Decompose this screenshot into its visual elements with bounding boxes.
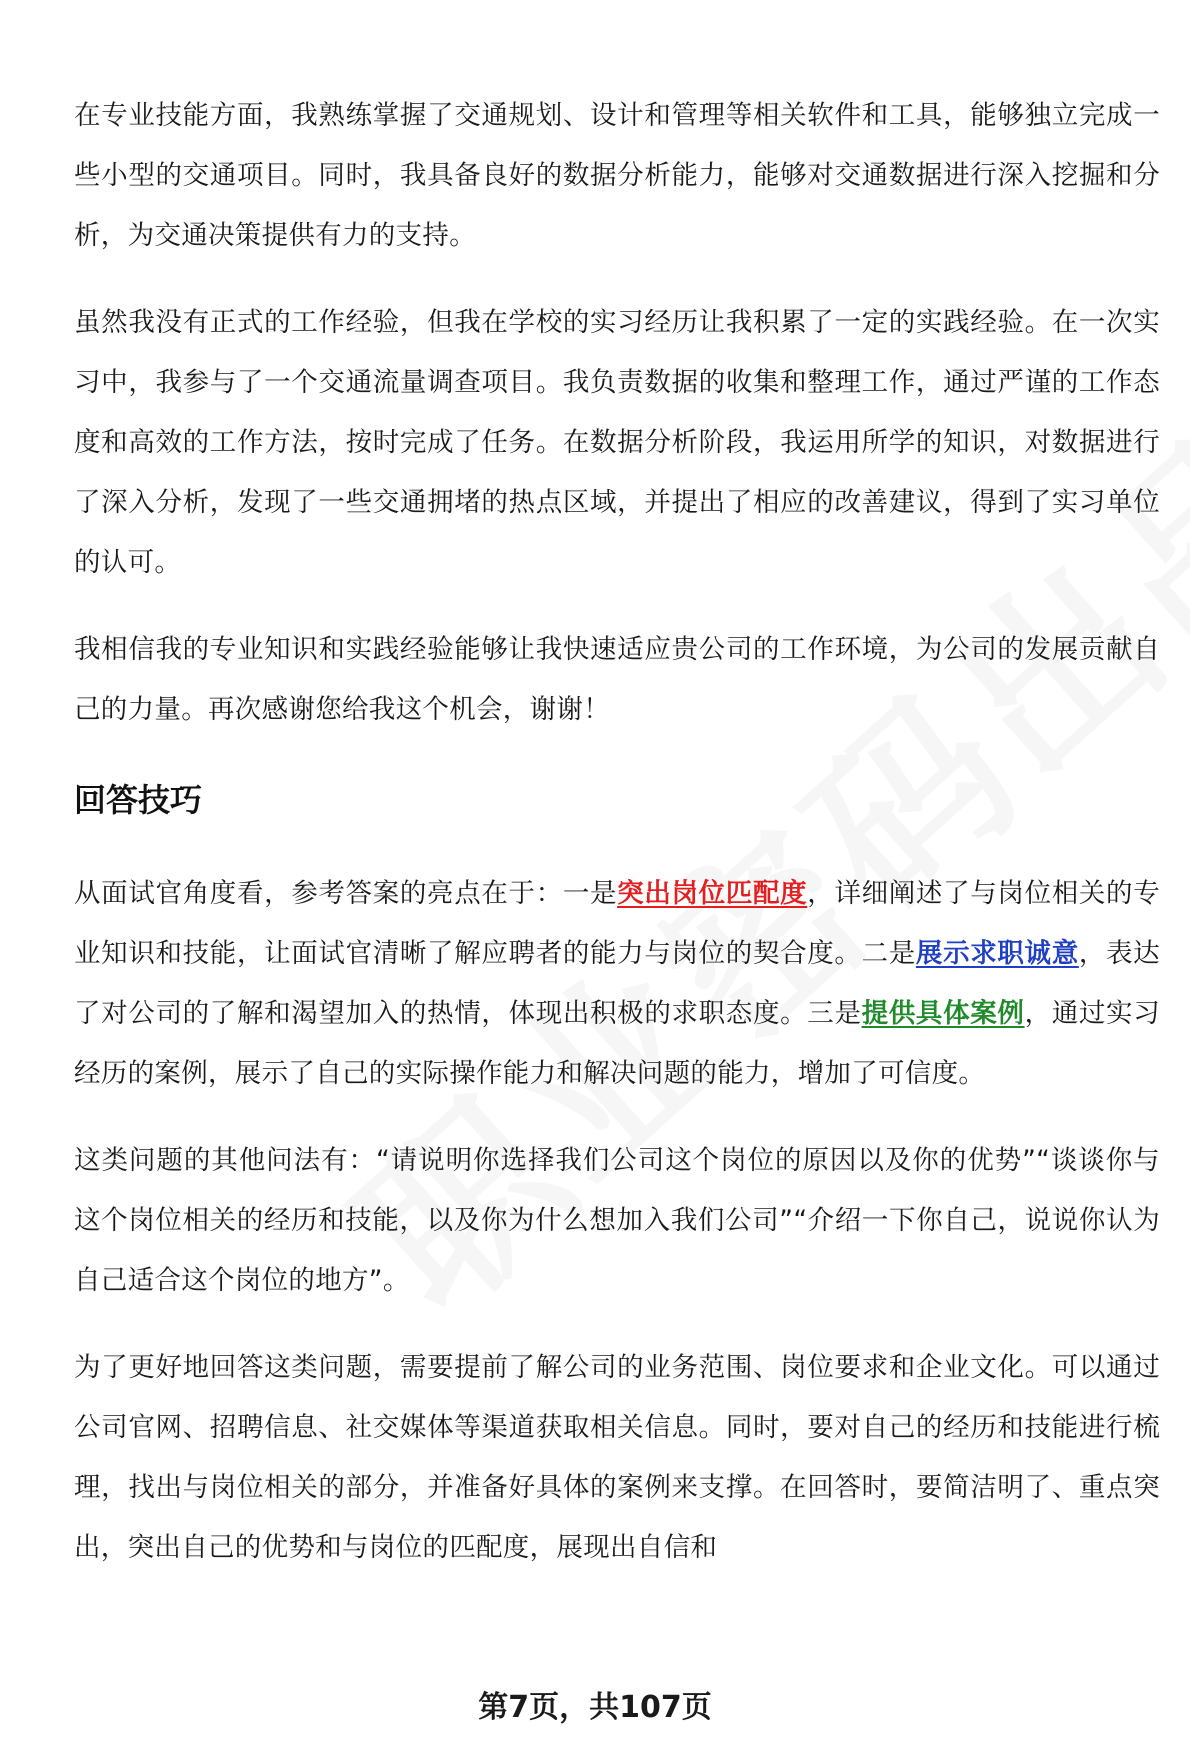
paragraph-skills: 在专业技能方面，我熟练掌握了交通规划、设计和管理等相关软件和工具，能够独立完成一些小型的交通项目。同时，我具备良好的数据分析能力，能够对交通数据进行深入挖掘和分析，为交通决策提供有力的支持。	[74, 100, 1160, 251]
paragraph-closing: 我相信我的专业知识和实践经验能够让我快速适应贵公司的工作环境，为公司的发展贡献自己的力量。再次感谢您给我这个机会，谢谢！	[74, 634, 1160, 725]
section-heading: 回答技巧	[74, 781, 203, 819]
tips-text-2: ，详细阐述了与岗位相关的专业知识和技能，让面试官清晰了解应聘者的能力与岗位的契合度。二是	[74, 878, 1160, 969]
paragraph-preparation: 为了更好地回答这类问题，需要提前了解公司的业务范围、岗位要求和企业文化。可以通过公司官网、招聘信息、社交媒体等渠道获取相关信息。同时，要对自己的经历和技能进行梳理，找出与岗位相关的部分，并准备好具体的案例来支撑。在回答时，要简洁明了、重点突出，突出自己的优势和与岗位的匹配度，展现出自信和	[74, 1352, 1160, 1563]
highlight-job-match: 突出岗位匹配度	[617, 878, 808, 909]
paragraph-alternate-questions: 这类问题的其他问法有：“请说明你选择我们公司这个岗位的原因以及你的优势”“谈谈你与这个岗位相关的经历和技能，以及你为什么想加入我们公司”“介绍一下你自己，说说你认为自己适合这个岗位的地方”。	[74, 1145, 1160, 1296]
paragraph-internship: 虽然我没有正式的工作经验，但我在学校的实习经历让我积累了一定的实践经验。在一次实习中，我参与了一个交通流量调查项目。我负责数据的收集和整理工作，通过严谨的工作态度和高效的工作方法，按时完成了任务。在数据分析阶段，我运用所学的知识，对数据进行了深入分析，发现了一些交通拥堵的热点区域，并提出了相应的改善建议，得到了实习单位的认可。	[74, 307, 1160, 578]
tips-text-4: ，通过实习经历的案例，展示了自己的实际操作能力和解决问题的能力，增加了可信度。	[74, 998, 1160, 1089]
tips-text-1: 从面试官角度看，参考答案的亮点在于：一是	[74, 878, 618, 909]
highlight-concrete-cases: 提供具体案例	[861, 998, 1025, 1029]
page-number: 第7页，共107页	[478, 1690, 712, 1725]
document-page	[74, 86, 1160, 1578]
paragraph-tips	[74, 864, 1160, 1104]
tips-text-3: ，表达了对公司的了解和渴望加入的热情，体现出积极的求职态度。三是	[74, 938, 1160, 1029]
highlight-sincerity: 展示求职诚意	[915, 938, 1079, 969]
